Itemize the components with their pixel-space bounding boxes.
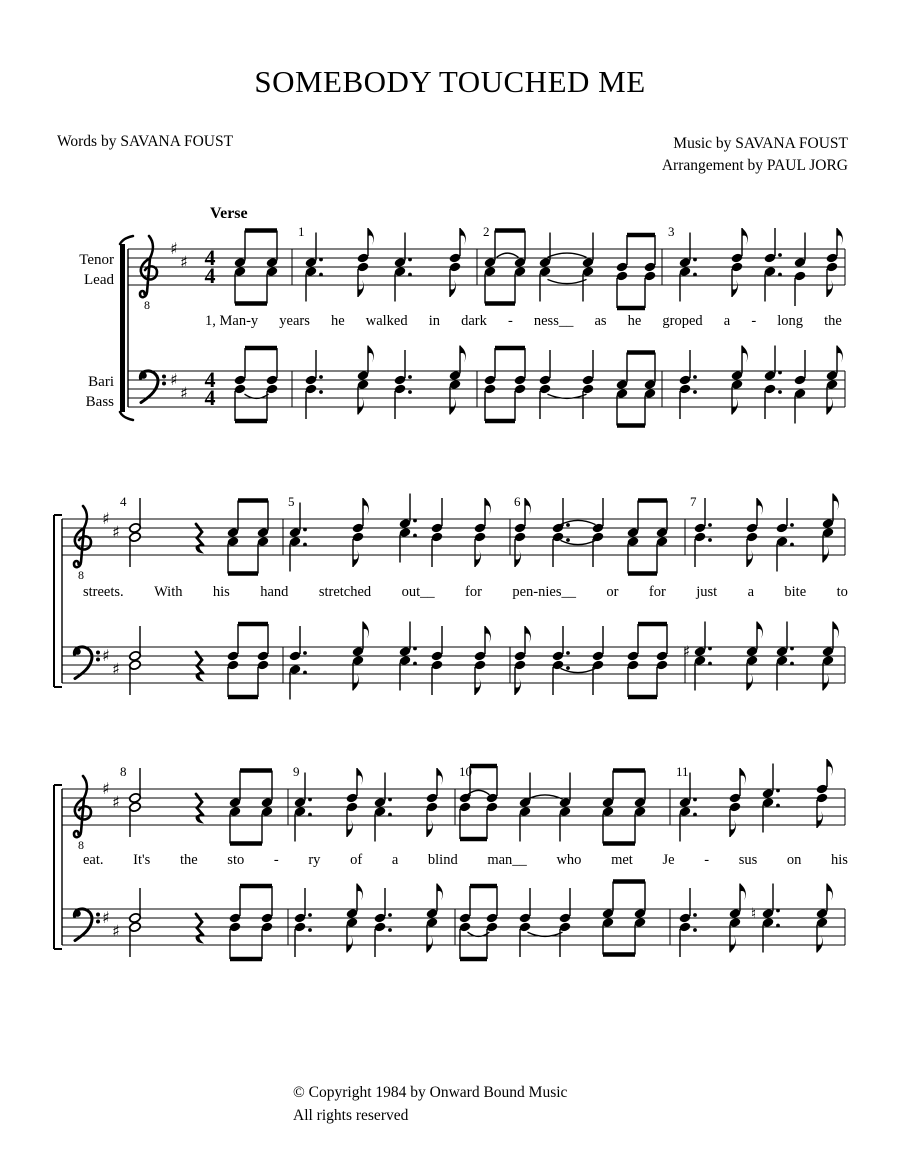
svg-text:7: 7 bbox=[690, 494, 697, 509]
lyric-token: ry bbox=[308, 852, 321, 868]
svg-text:8: 8 bbox=[144, 298, 150, 312]
lyric-token: Je bbox=[662, 852, 675, 868]
lyric-token: walked bbox=[365, 313, 408, 329]
lyric-token: hand bbox=[260, 584, 289, 600]
lyric-token: in bbox=[428, 313, 440, 329]
section-label: Verse bbox=[210, 205, 248, 222]
copyright-line-2: All rights reserved bbox=[293, 1107, 409, 1124]
svg-text:2: 2 bbox=[483, 224, 490, 239]
lyrics-line-2 bbox=[83, 584, 848, 601]
lyric-token: for bbox=[648, 584, 666, 600]
svg-text:1: 1 bbox=[298, 224, 305, 239]
lyric-token: for bbox=[465, 584, 482, 600]
lyric-token: With bbox=[154, 584, 183, 600]
svg-text:♯: ♯ bbox=[102, 646, 110, 665]
lyric-token: groped bbox=[662, 313, 703, 329]
lyric-token: out__ bbox=[401, 584, 435, 600]
lyric-token: as bbox=[594, 313, 607, 329]
lyric-token: - bbox=[704, 852, 710, 868]
lyric-token: or bbox=[606, 584, 619, 600]
svg-text:4: 4 bbox=[120, 494, 127, 509]
page-title: SOMEBODY TOUCHED ME bbox=[254, 64, 646, 99]
svg-text:♯: ♯ bbox=[112, 522, 120, 542]
svg-text:8: 8 bbox=[78, 838, 84, 852]
lyric-token: streets. bbox=[83, 584, 124, 600]
lyric-token: a bbox=[391, 852, 399, 868]
lead-label: Lead bbox=[84, 272, 114, 288]
lyric-token: stretched bbox=[318, 584, 372, 600]
music-credit: Music by SAVANA FOUST bbox=[673, 135, 848, 152]
lyric-token: long bbox=[777, 313, 804, 329]
svg-text:4: 4 bbox=[204, 385, 216, 410]
lyric-token: a bbox=[747, 584, 754, 600]
lyric-token: he bbox=[627, 313, 642, 329]
svg-text:6: 6 bbox=[514, 494, 521, 509]
lyric-token: 1, Man-y bbox=[205, 313, 259, 329]
bari-label: Bari bbox=[88, 374, 114, 390]
svg-text:3: 3 bbox=[668, 224, 675, 239]
lyric-token: pen-nies__ bbox=[512, 584, 576, 600]
svg-text:♯: ♯ bbox=[102, 509, 110, 528]
lyric-token: man__ bbox=[487, 852, 527, 868]
svg-text:8: 8 bbox=[120, 764, 127, 779]
svg-text:♯: ♯ bbox=[683, 642, 691, 661]
svg-text:4: 4 bbox=[204, 263, 216, 288]
svg-text:♯: ♯ bbox=[170, 239, 178, 258]
svg-text:♯: ♯ bbox=[112, 659, 120, 679]
lyric-token: his bbox=[212, 584, 230, 600]
svg-text:10: 10 bbox=[459, 764, 472, 779]
lyric-token: his bbox=[831, 852, 848, 868]
lyrics-line-3 bbox=[83, 852, 848, 869]
lyric-token: a bbox=[723, 313, 731, 329]
lyric-token: to bbox=[836, 584, 848, 600]
svg-text:4: 4 bbox=[204, 367, 216, 392]
lyric-token: sto bbox=[227, 852, 245, 868]
svg-text:11: 11 bbox=[676, 764, 689, 779]
lyric-token: It's bbox=[133, 852, 151, 868]
lyric-token: - bbox=[273, 852, 279, 868]
svg-text:♯: ♯ bbox=[102, 908, 110, 927]
copyright-notice bbox=[293, 1081, 567, 1127]
svg-text:9: 9 bbox=[293, 764, 300, 779]
svg-text:♯: ♯ bbox=[112, 792, 120, 812]
svg-text:♯: ♯ bbox=[170, 370, 178, 389]
lyric-token: who bbox=[556, 852, 582, 868]
lyric-token: - bbox=[751, 313, 757, 329]
svg-text:♯: ♯ bbox=[112, 921, 120, 941]
lyric-token: eat. bbox=[83, 852, 104, 868]
lyric-token: ness__ bbox=[533, 313, 574, 329]
lyric-token: just bbox=[696, 584, 718, 600]
lyric-token: sus bbox=[738, 852, 758, 868]
lyric-token: of bbox=[350, 852, 363, 868]
lyric-token: bite bbox=[784, 584, 807, 600]
svg-text:5: 5 bbox=[288, 494, 295, 509]
svg-text:♯: ♯ bbox=[102, 779, 110, 798]
copyright-line-1: © Copyright 1984 by Onward Bound Music bbox=[293, 1084, 568, 1101]
lyric-token: met bbox=[611, 852, 633, 868]
svg-text:♮: ♮ bbox=[751, 904, 757, 923]
svg-text:8: 8 bbox=[78, 568, 84, 582]
svg-text:♯: ♯ bbox=[180, 252, 188, 272]
lyric-token: dark bbox=[461, 313, 487, 329]
lyrics-line-1 bbox=[205, 313, 842, 330]
svg-text:4: 4 bbox=[204, 245, 216, 270]
lyric-token: years bbox=[279, 313, 310, 329]
svg-text:♯: ♯ bbox=[180, 383, 188, 403]
lyric-token: - bbox=[507, 313, 513, 329]
lyric-token: blind bbox=[427, 852, 458, 868]
lyric-token: the bbox=[179, 852, 198, 868]
words-credit: Words by SAVANA FOUST bbox=[57, 133, 234, 150]
tenor-label: Tenor bbox=[79, 252, 114, 268]
lyric-token: he bbox=[330, 313, 345, 329]
bass-label: Bass bbox=[85, 394, 114, 410]
lyric-token: on bbox=[786, 852, 802, 868]
lyric-token: the bbox=[824, 313, 842, 329]
arrangement-credit: Arrangement by PAUL JORG bbox=[661, 157, 848, 174]
